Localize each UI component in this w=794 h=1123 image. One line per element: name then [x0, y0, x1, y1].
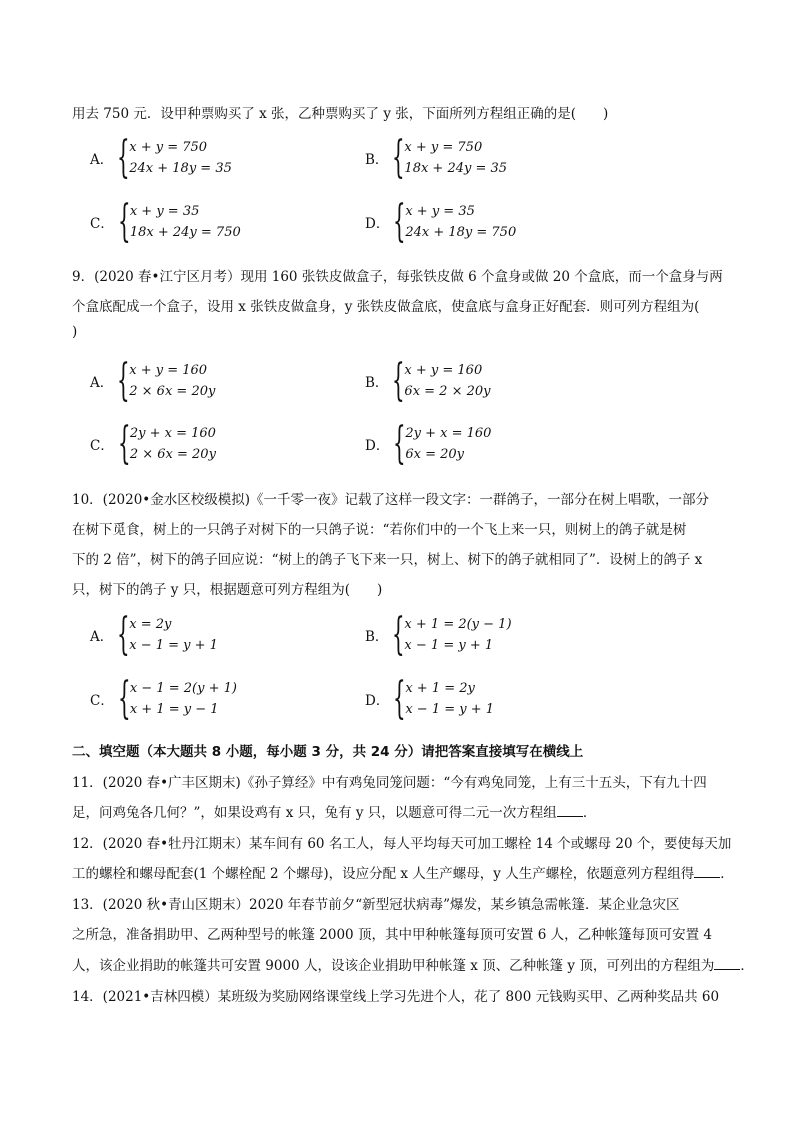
equation: 2 × 6x = 20y	[129, 384, 216, 399]
q13-stem-line-1: 13．(2020 秋•青山区期末）2020 年春节前夕“新型冠状病毒”爆发，某乡镇急需帐篷．某企业急灾区	[72, 897, 680, 913]
q8-stem-tail: 用去 750 元．设甲种票购买了 x 张，乙种票购买了 y 张，下面所列方程组正确的是( )	[72, 106, 609, 122]
q8-option-a	[90, 132, 232, 183]
equation: 6x = 20y	[405, 447, 464, 462]
equation: 2y + x = 160	[405, 426, 492, 441]
q10-option-b	[365, 609, 512, 660]
q14-stem-line-1: 14．(2021•吉林四模）某班级为奖励网络课堂线上学习先进个人，花了 800 元钱购买甲、乙两种奖品共 60	[72, 989, 720, 1005]
q13-text: 人，该企业捐助的帐篷共可安置 9000 人，设该企业捐助甲种帐篷 x 顶、乙种帐篷 y 顶，可列出的方程组为	[72, 958, 715, 974]
brace-icon: {	[393, 196, 406, 247]
equation: x + y = 750	[404, 140, 483, 155]
q11-stem-line-1: 11．(2020 春•广丰区期末)《孙子算经》中有鸡兔同笼问题：“今有鸡兔同笼，上有三十五头，下有九十四	[72, 775, 707, 791]
brace-icon: {	[117, 196, 131, 247]
option-label: B．	[365, 629, 389, 645]
equation: 24x + 18y = 750	[405, 225, 517, 240]
option-label: D．	[365, 693, 390, 709]
equation: x + y = 35	[129, 204, 200, 219]
option-label: C．	[90, 216, 114, 232]
q13-stem-line-2: 之所急，准备捐助甲、乙两种型号的帐篷 2000 顶，其中甲种帐篷每顶可安置 6 人，乙种帐篷每顶可安置 4	[72, 927, 712, 943]
q9-option-b	[365, 355, 491, 406]
equation: x − 1 = y + 1	[129, 638, 218, 653]
q11-text: 足，问鸡兔各几何？”，如果设鸡有 x 只，兔有 y 只，以题意可得二元一次方程组	[72, 805, 557, 821]
q10-stem-line-4: 只，树下的鸽子 y 只，根据题意可列方程组为( )	[72, 582, 383, 598]
equation: x + y = 35	[405, 204, 475, 219]
brace-icon: {	[392, 132, 406, 183]
q12-stem-line-1: 12．(2020 春•牡丹江期末）某车间有 60 名工人，每人平均每天可加工螺栓 14 个或螺母 20 个，要使每天加	[72, 836, 732, 852]
brace-icon: {	[117, 355, 130, 406]
brace-icon: {	[117, 673, 131, 724]
answer-blank[interactable]	[714, 957, 740, 970]
q10-option-c	[90, 673, 237, 724]
equation: x − 1 = y + 1	[404, 638, 494, 653]
equation: 24x + 18y = 35	[129, 161, 232, 176]
q9-stem-line-3: )	[72, 324, 78, 340]
brace-icon: {	[392, 355, 406, 406]
q12-text: 工的螺栓和螺母配套(1 个螺栓配 2 个螺母)，设应分配 x 人生产螺母，y 人生产螺栓，依题意列方程组得	[72, 866, 695, 882]
option-label: A．	[90, 375, 114, 391]
period: ．	[740, 958, 754, 974]
brace-icon: {	[393, 418, 406, 469]
q10-option-d	[365, 673, 495, 724]
q13-stem-line-3	[72, 954, 754, 974]
brace-icon: {	[117, 418, 131, 469]
equation: 18x + 24y = 750	[129, 225, 241, 240]
q8-option-d	[365, 196, 517, 247]
option-label: A．	[90, 152, 114, 168]
equation: 2 × 6x = 20y	[129, 447, 216, 462]
q9-stem-line-1: 9．(2020 春•江宁区月考）现用 160 张铁皮做盒子，每张铁皮做 6 个盒身或做 20 个盒底，而一个盒身与两	[72, 269, 723, 285]
equation: x + y = 160	[129, 363, 208, 378]
q8-option-c	[90, 196, 241, 247]
q10-stem-line-1: 10．(2020•金水区校级模拟)《一千零一夜》记载了这样一段文字：一群鸽子，一部分在树上唱歌，一部分	[72, 492, 710, 508]
answer-blank[interactable]	[694, 865, 720, 878]
equation: 2y + x = 160	[129, 426, 216, 441]
brace-icon: {	[117, 609, 130, 660]
q8-option-b	[365, 132, 508, 183]
section-2-heading: 二、填空题（本大题共 8 小题，每小题 3 分，共 24 分）请把答案直接填写在横线上	[72, 744, 584, 760]
option-label: B．	[365, 375, 389, 391]
option-label: B．	[365, 152, 389, 168]
option-label: A．	[90, 629, 114, 645]
equation: x + y = 160	[404, 363, 483, 378]
equation: x + 1 = y − 1	[129, 702, 219, 717]
answer-blank[interactable]	[557, 804, 583, 817]
q9-option-c	[90, 418, 216, 469]
q10-stem-line-3: 下的 2 倍”，树下的鸽子回应说：“树上的鸽子飞下来一只，树上、树下的鸽子就相同了”．设树上的鸽子 x	[72, 552, 703, 568]
q9-option-a	[90, 355, 216, 406]
equation: 6x = 2 × 20y	[404, 384, 491, 399]
q10-option-a	[90, 609, 218, 660]
equation: x − 1 = y + 1	[405, 702, 495, 717]
period: ．	[582, 805, 597, 821]
option-label: C．	[90, 438, 114, 454]
q10-stem-line-2: 在树下觅食，树上的一只鸽子对树下的一只鸽子说：“若你们中的一个飞上来一只，则树上的鸽子就是树	[72, 522, 687, 538]
q9-option-d	[365, 418, 492, 469]
equation: x = 2y	[129, 617, 172, 632]
brace-icon: {	[117, 132, 130, 183]
equation: x + 1 = 2(y − 1)	[404, 617, 512, 632]
q9-stem-line-2: 个盒底配成一个盒子，设用 x 张铁皮做盒身，y 张铁皮做盒底，使盒底与盒身正好配套．则可列方程组为(	[72, 299, 700, 315]
option-label: D．	[365, 438, 390, 454]
period: ．	[720, 866, 734, 882]
brace-icon: {	[392, 609, 406, 660]
q11-stem-line-2	[72, 801, 596, 821]
option-label: C．	[90, 693, 114, 709]
q12-stem-line-2	[72, 862, 734, 882]
equation: 18x + 24y = 35	[404, 161, 508, 176]
brace-icon: {	[393, 673, 406, 724]
equation: x − 1 = 2(y + 1)	[129, 681, 237, 696]
equation: x + y = 750	[129, 140, 208, 155]
option-label: D．	[365, 216, 390, 232]
equation: x + 1 = 2y	[405, 681, 475, 696]
